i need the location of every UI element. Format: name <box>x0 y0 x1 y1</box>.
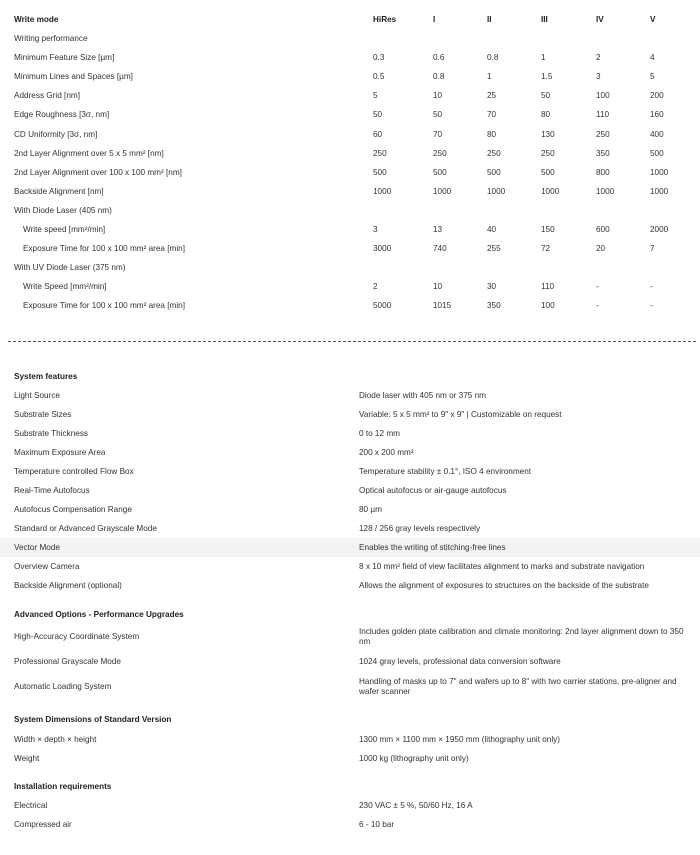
row-value: 1 <box>487 72 492 82</box>
row-value: 5 <box>650 72 655 82</box>
spec-row <box>0 538 700 557</box>
spec-label: Electrical <box>14 801 48 810</box>
table-row <box>0 144 700 163</box>
spec-row <box>0 576 700 595</box>
table-row <box>0 220 700 239</box>
row-value: 30 <box>487 282 497 292</box>
spec-value: 80 µm <box>359 505 382 514</box>
table-row <box>0 67 700 86</box>
row-label: Address Grid [nm] <box>14 91 80 101</box>
row-value: 3 <box>373 225 378 234</box>
row-value: 5 <box>373 91 378 101</box>
spec-value: 1024 gray levels, professional data conversion software <box>359 657 561 666</box>
spec-row <box>0 675 700 699</box>
table-row <box>0 48 700 67</box>
row-value: 80 <box>487 129 497 139</box>
header-mode-4: IV <box>596 15 604 24</box>
row-value: 1000 <box>433 186 452 196</box>
row-value: 25 <box>487 91 497 101</box>
row-value: 3 <box>596 72 601 82</box>
spec-value: 6 - 10 bar <box>359 820 395 829</box>
spec-value: 1000 kg (lithography unit only) <box>359 754 469 763</box>
row-value: 250 <box>596 129 610 139</box>
row-label: Minimum Feature Size [µm] <box>14 53 115 63</box>
spec-value: Diode laser with 405 nm or 375 nm <box>359 391 486 400</box>
row-value: 740 <box>433 244 447 254</box>
table-row <box>0 105 700 124</box>
header-mode-3: III <box>541 15 548 24</box>
spec-row <box>0 815 700 834</box>
section-title: Installation requirements <box>14 782 112 791</box>
spec-label: Professional Grayscale Mode <box>14 657 121 666</box>
row-label: Minimum Lines and Spaces [µm] <box>14 72 133 82</box>
spec-row <box>0 652 700 671</box>
row-value: 60 <box>373 129 383 139</box>
row-value: 0.3 <box>373 53 385 63</box>
spec-label: High-Accuracy Coordinate System <box>14 632 140 641</box>
row-value: 2 <box>596 53 601 63</box>
row-value: 13 <box>433 225 443 234</box>
spec-label: Autofocus Compensation Range <box>14 505 132 514</box>
row-value: 250 <box>541 148 555 158</box>
spec-label: Light Source <box>14 391 60 400</box>
spec-label: Overview Camera <box>14 562 80 571</box>
row-value: 50 <box>433 110 443 120</box>
spec-value: Optical autofocus or air-gauge autofocus <box>359 486 507 495</box>
spec-label: Vector Mode <box>14 543 60 552</box>
row-value: 500 <box>487 167 501 177</box>
row-label: Writing performance <box>14 34 88 43</box>
row-value: 110 <box>541 282 555 292</box>
row-value: 1000 <box>487 186 506 196</box>
row-value: 70 <box>433 129 443 139</box>
row-value: 160 <box>650 110 664 120</box>
spec-row <box>0 749 700 768</box>
table-header-row <box>0 10 700 29</box>
spec-label: Standard or Advanced Grayscale Mode <box>14 524 157 533</box>
spec-row <box>0 500 700 519</box>
row-value: 1 <box>541 53 546 63</box>
spec-label: Backside Alignment (optional) <box>14 581 122 590</box>
row-value: 250 <box>433 148 447 158</box>
row-value: 7 <box>650 244 655 254</box>
row-value: 110 <box>596 110 610 120</box>
row-value: 400 <box>650 129 664 139</box>
spec-label: Maximum Exposure Area <box>14 448 106 457</box>
section-divider <box>8 341 696 342</box>
spec-value: 128 / 256 gray levels respectively <box>359 524 481 533</box>
row-label: Edge Roughness [3σ, nm] <box>14 110 110 120</box>
header-mode-5: V <box>650 15 656 24</box>
section-title: System features <box>14 372 78 381</box>
table-row <box>0 163 700 182</box>
table-row <box>0 125 700 144</box>
spec-value: 8 x 10 mm² field of view facilitates alignment to marks and substrate navigation <box>359 562 645 571</box>
row-label: Write Speed [mm²/min] <box>23 282 107 292</box>
row-value: 600 <box>596 225 610 234</box>
row-value: 10 <box>433 282 443 292</box>
header-mode-1: I <box>433 15 436 24</box>
row-value: 20 <box>596 244 606 254</box>
row-label: CD Uniformity [3σ, nm] <box>14 129 98 139</box>
row-value: 800 <box>596 167 610 177</box>
row-value: 70 <box>487 110 497 120</box>
table-row <box>0 277 700 296</box>
section-title: Advanced Options - Performance Upgrades <box>14 610 184 619</box>
spec-value: 0 to 12 mm <box>359 429 400 438</box>
section-title-system-features <box>0 367 700 386</box>
spec-value: Handling of masks up to 7" and wafers up to 8" with two carrier stations, pre-aligner and wafer scanner <box>359 677 677 696</box>
row-value: 0.8 <box>487 53 499 63</box>
spec-value: Includes golden plate calibration and climate monitoring: 2nd layer alignment down to 350 nm <box>359 627 684 646</box>
table-row <box>0 296 700 315</box>
spec-label: Real-Time Autofocus <box>14 486 90 495</box>
spec-value: 200 x 200 mm² <box>359 448 414 457</box>
spec-label: Width × depth × height <box>14 735 97 744</box>
spec-row <box>0 405 700 424</box>
row-label: With Diode Laser (405 nm) <box>14 205 112 215</box>
section-title: System Dimensions of Standard Version <box>14 715 172 724</box>
row-value: 100 <box>541 301 555 311</box>
table-row <box>0 258 700 277</box>
row-value: 150 <box>541 225 555 234</box>
row-value: 2 <box>373 282 378 292</box>
row-value: 500 <box>373 167 387 177</box>
row-value: 100 <box>596 91 610 101</box>
row-value: 1000 <box>373 186 392 196</box>
row-label: Backside Alignment [nm] <box>14 186 104 196</box>
header-write-mode: Write mode <box>14 15 59 24</box>
row-value: 1.5 <box>541 72 553 82</box>
spec-label: Compressed air <box>14 820 72 829</box>
row-value: 0.8 <box>433 72 445 82</box>
header-hires: HiRes <box>373 15 397 24</box>
row-value: 0.5 <box>373 72 385 82</box>
row-label: Write speed [mm²/min] <box>23 225 106 234</box>
row-value: - <box>650 282 653 292</box>
spec-value: Temperature stability ± 0.1°, ISO 4 environment <box>359 467 532 476</box>
row-value: 3000 <box>373 244 392 254</box>
section-title-advanced-options <box>0 605 700 624</box>
row-value: 200 <box>650 91 664 101</box>
table-row <box>0 182 700 201</box>
row-value: 5000 <box>373 301 392 311</box>
row-value: 255 <box>487 244 501 254</box>
table-row <box>0 239 700 258</box>
table-row <box>0 29 700 48</box>
spec-row <box>0 557 700 576</box>
spec-row <box>0 386 700 405</box>
spec-label: Substrate Thickness <box>14 429 89 438</box>
row-value: 0.6 <box>433 53 445 63</box>
spec-value: Enables the writing of stitching-free lines <box>359 543 506 552</box>
row-value: - <box>650 301 653 311</box>
spec-label: Substrate Sizes <box>14 410 72 419</box>
row-value: 1000 <box>650 186 669 196</box>
row-value: 350 <box>596 148 610 158</box>
section-title-dimensions <box>0 710 700 729</box>
row-value: 350 <box>487 301 501 311</box>
row-label: Exposure Time for 100 x 100 mm² area [min] <box>23 244 185 254</box>
row-value: 50 <box>541 91 551 101</box>
spec-row <box>0 443 700 462</box>
section-title-installation <box>0 777 700 796</box>
row-label: With UV Diode Laser (375 nm) <box>14 263 126 273</box>
spec-value: Allows the alignment of exposures to structures on the backside of the substrate <box>359 581 649 590</box>
row-value: 500 <box>433 167 447 177</box>
table-row <box>0 86 700 105</box>
row-value: 80 <box>541 110 551 120</box>
spec-row <box>0 481 700 500</box>
spec-label: Temperature controlled Flow Box <box>14 467 134 476</box>
row-value: 10 <box>433 91 443 101</box>
row-value: 1000 <box>541 186 560 196</box>
spec-row <box>0 462 700 481</box>
table-row <box>0 201 700 220</box>
row-value: 250 <box>373 148 387 158</box>
row-value: 50 <box>373 110 383 120</box>
row-label: Exposure Time for 100 x 100 mm² area [min] <box>23 301 185 311</box>
row-value: 72 <box>541 244 551 254</box>
spec-row <box>0 796 700 815</box>
spec-value: 1300 mm × 1100 mm × 1950 mm (lithography unit only) <box>359 735 560 744</box>
row-value: 250 <box>487 148 501 158</box>
row-value: 4 <box>650 53 655 63</box>
spec-label: Weight <box>14 754 40 763</box>
row-value: 500 <box>541 167 555 177</box>
row-value: 1000 <box>596 186 615 196</box>
spec-row <box>0 625 700 649</box>
row-value: - <box>596 301 599 311</box>
row-value: 500 <box>650 148 664 158</box>
spec-row <box>0 519 700 538</box>
spec-value: 230 VAC ± 5 %, 50/60 Hz, 16 A <box>359 801 473 810</box>
header-mode-2: II <box>487 15 492 24</box>
row-label: 2nd Layer Alignment over 5 x 5 mm² [nm] <box>14 148 164 158</box>
spec-value: Variable: 5 x 5 mm² to 9" x 9" | Customizable on request <box>359 410 562 419</box>
row-value: 40 <box>487 225 497 234</box>
row-value: 1015 <box>433 301 452 311</box>
row-label: 2nd Layer Alignment over 100 x 100 mm² [nm] <box>14 167 182 177</box>
spec-row <box>0 730 700 749</box>
spec-row <box>0 424 700 443</box>
row-value: 2000 <box>650 225 669 234</box>
row-value: 130 <box>541 129 555 139</box>
row-value: - <box>596 282 599 292</box>
row-value: 1000 <box>650 167 669 177</box>
spec-label: Automatic Loading System <box>14 682 112 691</box>
